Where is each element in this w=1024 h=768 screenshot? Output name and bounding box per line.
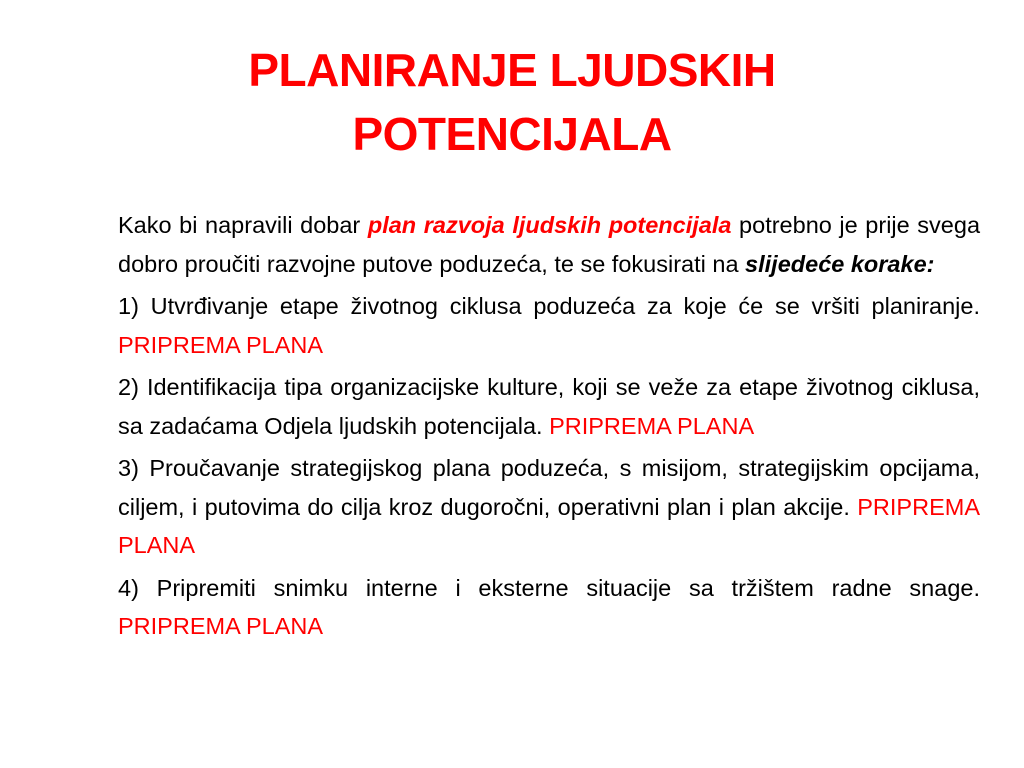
- step-2-paragraph: [118, 368, 980, 445]
- slide-title-line-2: POTENCIJALA: [352, 108, 672, 160]
- intro-text-b: potrebno je prije svega dobro proučiti razvojne putove poduzeća, te se fokusirati na: [118, 212, 981, 277]
- slide-body: [118, 206, 980, 650]
- step-1-tag: PRIPREMA PLANA: [118, 331, 324, 358]
- step-4-paragraph: [118, 569, 980, 646]
- step-3-paragraph: [118, 449, 980, 565]
- intro-paragraph: [118, 206, 980, 283]
- step-1-text: 1) Utvrđivanje etape životnog ciklusa poduzeća za koje će se vršiti planiranje.: [118, 293, 980, 319]
- intro-text-a: Kako bi napravili dobar: [118, 212, 368, 238]
- step-3-text: 3) Proučavanje strategijskog plana poduzeća, s misijom, strategijskim opcijama, ciljem, i putovima do cilja kroz dugoročni, operativni plan i plan akcije.: [118, 455, 980, 520]
- slide-title-line-1: PLANIRANJE LJUDSKIH: [248, 44, 776, 96]
- intro-highlight: plan razvoja ljudskih potencijala: [367, 212, 732, 238]
- step-3-tag: PRIPREMA PLANA: [118, 493, 980, 558]
- step-1-paragraph: [118, 287, 980, 364]
- intro-emphasis: slijedeće korake:: [745, 250, 935, 277]
- slide-title: [60, 38, 964, 166]
- step-4-tag: PRIPREMA PLANA: [118, 613, 324, 639]
- step-2-text: 2) Identifikacija tipa organizacijske kulture, koji se veže za etape životnog ciklusa, sa zadaćama Odjela ljudskih potencijala.: [118, 374, 980, 439]
- step-2-tag: PRIPREMA PLANA: [549, 412, 755, 439]
- step-4-text: 4) Pripremiti snimku interne i eksterne situacije sa tržištem radne snage.: [118, 574, 980, 601]
